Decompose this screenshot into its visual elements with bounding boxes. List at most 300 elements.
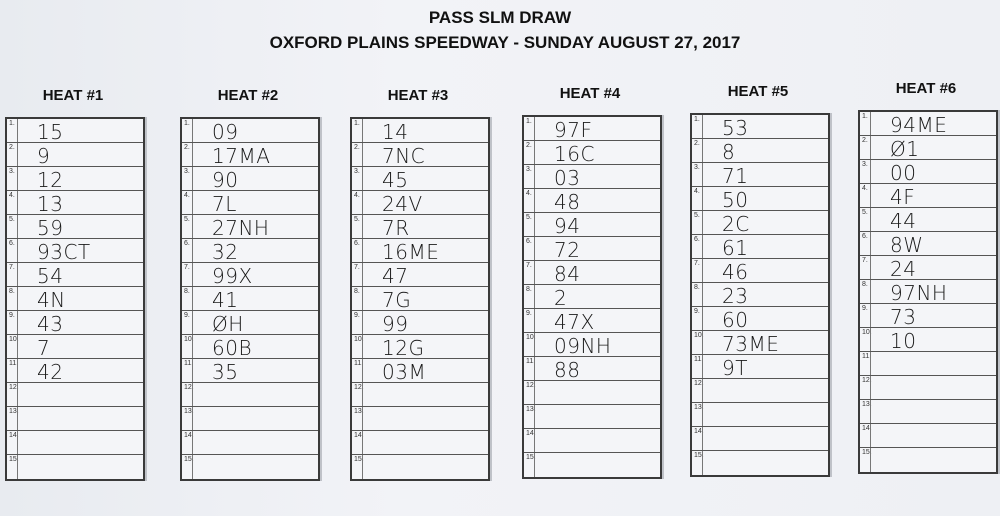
heat-row	[524, 381, 660, 405]
row-number-divider	[17, 359, 18, 382]
row-number-divider	[362, 407, 363, 430]
row-number: 2 .	[354, 144, 360, 151]
row-number-divider	[362, 263, 363, 286]
row-number: 8 .	[354, 288, 360, 295]
row-number-divider	[362, 167, 363, 190]
row-number-divider	[192, 239, 193, 262]
row-number: 10 .	[354, 336, 364, 343]
heat-row	[352, 287, 488, 311]
heat-row	[524, 405, 660, 429]
row-number: 14 .	[862, 425, 872, 432]
row-number: 1 .	[526, 118, 532, 125]
car-number: 09	[212, 120, 239, 144]
row-number-divider	[17, 167, 18, 190]
row-number-divider	[702, 235, 703, 258]
car-number: 99	[382, 312, 409, 336]
heat-row	[860, 112, 996, 136]
car-number: 41	[212, 288, 239, 312]
row-number: 5 .	[354, 216, 360, 223]
row-number: 3 .	[526, 166, 532, 173]
row-number: 9 .	[694, 308, 700, 315]
car-number: 61	[722, 236, 749, 260]
row-number-divider	[870, 232, 871, 255]
row-number-divider	[870, 304, 871, 327]
car-number: 03	[554, 166, 581, 190]
car-number: 7R	[382, 216, 410, 240]
row-number-divider	[702, 283, 703, 306]
row-number: 3 .	[184, 168, 190, 175]
car-number: 14	[382, 120, 409, 144]
heat-grid	[180, 117, 320, 481]
row-number: 7 .	[694, 260, 700, 267]
row-number-divider	[17, 383, 18, 406]
heat-row	[352, 143, 488, 167]
heat-row	[7, 191, 143, 215]
row-number-divider	[192, 407, 193, 430]
heat-row	[7, 263, 143, 287]
row-number: 4 .	[184, 192, 190, 199]
heat-row	[860, 448, 996, 472]
car-number: 88	[554, 358, 581, 382]
row-number-divider	[362, 119, 363, 142]
row-number-divider	[17, 407, 18, 430]
row-number: 10 .	[694, 332, 704, 339]
row-number-divider	[362, 335, 363, 358]
heat-row	[860, 328, 996, 352]
heat-row	[182, 407, 318, 431]
row-number: 6 .	[694, 236, 700, 243]
row-number-divider	[362, 359, 363, 382]
car-number: 90	[212, 168, 239, 192]
row-number-divider	[870, 328, 871, 351]
car-number: 7NC	[382, 144, 426, 168]
heat-label: HEAT #6	[895, 80, 957, 97]
heat-row	[352, 167, 488, 191]
heat-row	[860, 352, 996, 376]
car-number: 32	[212, 240, 239, 264]
car-number: 2	[554, 286, 568, 310]
heat-row	[182, 167, 318, 191]
car-number: 00	[890, 161, 917, 185]
heat-row	[692, 115, 828, 139]
row-number-divider	[870, 424, 871, 447]
row-number: 13 .	[354, 408, 364, 415]
heat-row	[524, 333, 660, 357]
row-number: 9 .	[526, 310, 532, 317]
row-number-divider	[702, 379, 703, 402]
row-number-divider	[534, 453, 535, 477]
row-number: 10 .	[526, 334, 536, 341]
car-number: 2C	[722, 212, 750, 236]
row-number-divider	[534, 357, 535, 380]
heat-row	[524, 309, 660, 333]
row-number-divider	[534, 261, 535, 284]
row-number: 11 .	[9, 360, 18, 367]
car-number: 97F	[554, 118, 593, 142]
row-number-divider	[17, 239, 18, 262]
heat-row	[352, 407, 488, 431]
heat-row	[524, 237, 660, 261]
heat-row	[352, 383, 488, 407]
row-number: 4 .	[9, 192, 15, 199]
heat-row	[860, 256, 996, 280]
row-number-divider	[362, 191, 363, 214]
row-number-divider	[192, 383, 193, 406]
row-number: 3 .	[694, 164, 700, 171]
row-number-divider	[192, 143, 193, 166]
car-number: 12G	[382, 336, 425, 360]
row-number: 15 .	[9, 456, 19, 463]
heat-row	[692, 211, 828, 235]
car-number: 16ME	[382, 240, 440, 264]
car-number: 24V	[382, 192, 423, 216]
car-number: 73ME	[722, 332, 780, 356]
row-number: 8 .	[694, 284, 700, 291]
heat-row	[182, 263, 318, 287]
row-number-divider	[362, 239, 363, 262]
heat-row	[7, 239, 143, 263]
car-number: 43	[37, 312, 64, 336]
row-number: 6 .	[526, 238, 532, 245]
row-number: 3 .	[9, 168, 15, 175]
row-number: 15 .	[526, 454, 536, 461]
row-number: 10 .	[9, 336, 19, 343]
heat-row	[182, 119, 318, 143]
car-number: 8	[722, 140, 736, 164]
row-number: 7 .	[354, 264, 360, 271]
heat-row	[352, 119, 488, 143]
heat-row	[692, 163, 828, 187]
row-number-divider	[702, 163, 703, 186]
row-number: 12 .	[862, 377, 872, 384]
heat-row	[182, 191, 318, 215]
heat-row	[860, 208, 996, 232]
row-number: 15 .	[862, 449, 872, 456]
car-number: 09NH	[554, 334, 612, 358]
row-number-divider	[17, 335, 18, 358]
row-number: 2 .	[862, 137, 868, 144]
row-number-divider	[534, 237, 535, 260]
heat-row	[7, 311, 143, 335]
row-number: 2 .	[694, 140, 700, 147]
heat-row	[182, 311, 318, 335]
row-number: 10 .	[184, 336, 194, 343]
row-number-divider	[192, 119, 193, 142]
row-number: 11 .	[526, 358, 535, 365]
row-number: 12 .	[694, 380, 704, 387]
heat-row	[692, 403, 828, 427]
car-number: 4N	[37, 288, 66, 312]
row-number: 13 .	[184, 408, 194, 415]
row-number: 10 .	[862, 329, 872, 336]
row-number-divider	[534, 309, 535, 332]
heat-row	[860, 424, 996, 448]
row-number-divider	[702, 331, 703, 354]
row-number-divider	[192, 287, 193, 310]
car-number: 10	[890, 329, 917, 353]
heat-row	[524, 261, 660, 285]
car-number: 73	[890, 305, 917, 329]
heat-row	[7, 167, 143, 191]
heat-row	[860, 304, 996, 328]
row-number: 8 .	[526, 286, 532, 293]
row-number: 14 .	[184, 432, 194, 439]
row-number: 11 .	[862, 353, 871, 360]
heat-row	[182, 359, 318, 383]
row-number: 5 .	[694, 212, 700, 219]
heat-row	[692, 259, 828, 283]
row-number: 1 .	[862, 113, 868, 120]
row-number: 1 .	[694, 116, 700, 123]
row-number: 5 .	[9, 216, 15, 223]
heat-row	[860, 400, 996, 424]
row-number-divider	[534, 141, 535, 164]
heat-row	[692, 355, 828, 379]
heat-row	[860, 184, 996, 208]
sheet-title: PASS SLM DRAW	[428, 8, 572, 27]
row-number: 1 .	[354, 120, 360, 127]
heat-row	[352, 431, 488, 455]
heat-row	[524, 357, 660, 381]
car-number: 94	[554, 214, 581, 238]
car-number: 60B	[212, 336, 253, 360]
row-number-divider	[192, 359, 193, 382]
row-number-divider	[362, 215, 363, 238]
row-number-divider	[534, 285, 535, 308]
car-number: 48	[554, 190, 581, 214]
car-number: 16C	[554, 142, 595, 166]
heat-label: HEAT #4	[559, 85, 621, 102]
heat-grid	[350, 117, 490, 481]
heat-row	[692, 307, 828, 331]
row-number: 13 .	[526, 406, 536, 413]
heat-label: HEAT #5	[727, 83, 789, 100]
row-number-divider	[870, 160, 871, 183]
row-number-divider	[534, 381, 535, 404]
heat-grid	[522, 115, 662, 479]
row-number-divider	[362, 455, 363, 479]
row-number-divider	[534, 429, 535, 452]
row-number-divider	[702, 307, 703, 330]
row-number-divider	[702, 139, 703, 162]
car-number: 7L	[212, 192, 237, 216]
heat-grid	[5, 117, 145, 481]
car-number: 47X	[554, 310, 595, 334]
row-number: 3 .	[862, 161, 868, 168]
row-number-divider	[870, 256, 871, 279]
row-number: 12 .	[526, 382, 536, 389]
row-number-divider	[192, 455, 193, 479]
heat-row	[7, 407, 143, 431]
heat-row	[692, 451, 828, 475]
heat-row	[352, 311, 488, 335]
row-number: 14 .	[9, 432, 19, 439]
heat-row	[524, 141, 660, 165]
row-number: 11 .	[354, 360, 363, 367]
row-number-divider	[17, 143, 18, 166]
car-number: Ø1	[890, 137, 920, 161]
row-number: 1 .	[184, 120, 190, 127]
row-number: 15 .	[694, 452, 704, 459]
row-number-divider	[17, 455, 18, 479]
row-number-divider	[534, 189, 535, 212]
heat-row	[7, 143, 143, 167]
row-number: 12 .	[354, 384, 364, 391]
row-number: 13 .	[9, 408, 19, 415]
heat-row	[860, 136, 996, 160]
heat-row	[692, 283, 828, 307]
row-number-divider	[870, 208, 871, 231]
row-number-divider	[702, 259, 703, 282]
heat-row	[524, 189, 660, 213]
heat-row	[692, 187, 828, 211]
row-number: 2 .	[9, 144, 15, 151]
row-number-divider	[870, 448, 871, 472]
heat-row	[524, 453, 660, 477]
heat-row	[352, 191, 488, 215]
heat-row	[352, 335, 488, 359]
car-number: 44	[890, 209, 917, 233]
car-number: 71	[722, 164, 749, 188]
row-number-divider	[362, 431, 363, 454]
car-number: 53	[722, 116, 749, 140]
row-number-divider	[17, 431, 18, 454]
heat-row	[692, 427, 828, 451]
row-number: 11 .	[184, 360, 193, 367]
row-number-divider	[362, 311, 363, 334]
row-number-divider	[870, 376, 871, 399]
row-number: 9 .	[354, 312, 360, 319]
sheet-subtitle: OXFORD PLAINS SPEEDWAY - SUNDAY AUGUST 27, 2017	[269, 33, 741, 52]
row-number: 4 .	[526, 190, 532, 197]
row-number: 15 .	[184, 456, 194, 463]
row-number-divider	[702, 355, 703, 378]
heat-row	[692, 139, 828, 163]
car-number: 84	[554, 262, 581, 286]
heat-row	[182, 335, 318, 359]
heat-row	[7, 431, 143, 455]
row-number: 14 .	[694, 428, 704, 435]
heat-row	[692, 379, 828, 403]
row-number: 6 .	[184, 240, 190, 247]
row-number-divider	[534, 333, 535, 356]
heat-row	[7, 359, 143, 383]
row-number: 5 .	[862, 209, 868, 216]
heat-grid	[690, 113, 830, 477]
row-number: 8 .	[184, 288, 190, 295]
row-number-divider	[534, 405, 535, 428]
heat-row	[182, 455, 318, 479]
car-number: 54	[37, 264, 64, 288]
row-number: 9 .	[184, 312, 190, 319]
row-number: 6 .	[862, 233, 868, 240]
car-number: 13	[37, 192, 64, 216]
heat-row	[524, 285, 660, 309]
row-number-divider	[192, 167, 193, 190]
heat-row	[7, 215, 143, 239]
row-number-divider	[870, 280, 871, 303]
row-number-divider	[192, 311, 193, 334]
heat-row	[7, 455, 143, 479]
row-number: 14 .	[526, 430, 536, 437]
row-number: 2 .	[184, 144, 190, 151]
heat-row	[182, 143, 318, 167]
row-number: 12 .	[184, 384, 194, 391]
heat-row	[352, 455, 488, 479]
car-number: 99X	[212, 264, 253, 288]
heat-row	[524, 429, 660, 453]
heat-label: HEAT #2	[217, 87, 279, 104]
row-number: 4 .	[862, 185, 868, 192]
row-number-divider	[702, 427, 703, 450]
car-number: 7G	[382, 288, 412, 312]
car-number: 9	[37, 144, 51, 168]
row-number-divider	[534, 117, 535, 140]
row-number-divider	[534, 165, 535, 188]
row-number-divider	[362, 287, 363, 310]
heat-row	[524, 213, 660, 237]
car-number: 9T	[722, 356, 748, 380]
heat-row	[182, 215, 318, 239]
row-number: 14 .	[354, 432, 364, 439]
row-number: 3 .	[354, 168, 360, 175]
car-number: 50	[722, 188, 749, 212]
heat-row	[352, 215, 488, 239]
car-number: 8W	[890, 233, 924, 257]
row-number-divider	[702, 211, 703, 234]
row-number-divider	[702, 451, 703, 475]
heat-row	[7, 335, 143, 359]
car-number: 7	[37, 336, 51, 360]
heat-row	[860, 232, 996, 256]
row-number: 11 .	[694, 356, 703, 363]
heat-row	[182, 431, 318, 455]
row-number: 13 .	[694, 404, 704, 411]
row-number-divider	[534, 213, 535, 236]
heat-row	[182, 239, 318, 263]
row-number: 5 .	[184, 216, 190, 223]
row-number-divider	[870, 136, 871, 159]
heat-row	[182, 383, 318, 407]
row-number: 15 .	[354, 456, 364, 463]
row-number-divider	[192, 191, 193, 214]
heat-row	[860, 376, 996, 400]
heat-row	[524, 165, 660, 189]
car-number: 4F	[890, 185, 916, 209]
car-number: 24	[890, 257, 917, 281]
row-number: 6 .	[9, 240, 15, 247]
row-number: 9 .	[9, 312, 15, 319]
row-number-divider	[702, 187, 703, 210]
car-number: ØH	[212, 312, 244, 336]
row-number-divider	[702, 115, 703, 138]
row-number: 8 .	[862, 281, 868, 288]
heat-row	[352, 359, 488, 383]
car-number: 12	[37, 168, 64, 192]
row-number-divider	[192, 215, 193, 238]
row-number: 4 .	[354, 192, 360, 199]
heat-row	[860, 160, 996, 184]
car-number: 15	[37, 120, 64, 144]
car-number: 47	[382, 264, 409, 288]
row-number: 1 .	[9, 120, 15, 127]
row-number-divider	[17, 119, 18, 142]
heat-row	[692, 235, 828, 259]
row-number: 7 .	[526, 262, 532, 269]
row-number-divider	[870, 112, 871, 135]
row-number-divider	[870, 352, 871, 375]
heat-row	[524, 117, 660, 141]
